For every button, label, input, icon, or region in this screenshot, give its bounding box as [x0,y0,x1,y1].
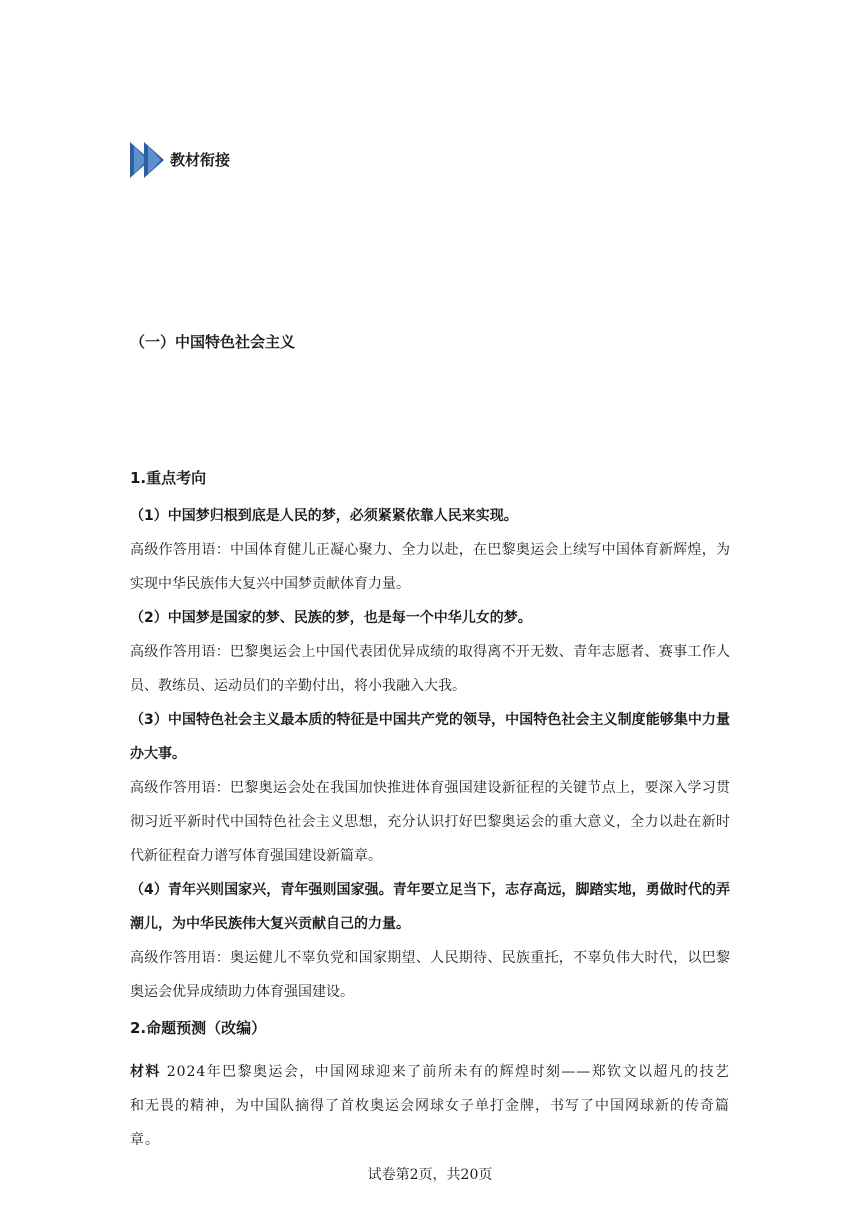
part1-heading: 1.重点考向 [130,469,207,487]
section-header [130,142,230,178]
part2-heading: 2.命题预测（改编） [130,1019,267,1037]
section-title: （一）中国特色社会主义 [130,333,296,351]
answer-4: 高级作答用语：奥运健儿不辜负党和国家期望、人民期待、民族重托，不辜负伟大时代，以巴黎奥运会优异成绩助力体育强国建设。 [130,950,730,1000]
key-point-3: （3）中国特色社会主义最本质的特征是中国共产党的领导，中国特色社会主义制度能够集中力量办大事。 [130,712,730,762]
page-footer: 试卷第2页，共20页 [367,1167,493,1183]
double-arrow-icon [130,142,168,178]
answer-1: 高级作答用语：中国体育健儿正凝心聚力、全力以赴，在巴黎奥运会上续写中国体育新辉煌，为实现中华民族伟大复兴中国梦贡献体育力量。 [130,542,730,592]
key-point-2: （2）中国梦是国家的梦、民族的梦，也是每一个中华儿女的梦。 [130,610,532,626]
key-point-4: （4）青年兴则国家兴，青年强则国家强。青年要立足当下，志存高远，脚踏实地，勇做时代的弄潮儿，为中华民族伟大复兴贡献自己的力量。 [130,882,730,932]
answer-3: 高级作答用语：巴黎奥运会处在我国加快推进体育强国建设新征程的关键节点上，要深入学习贯彻习近平新时代中国特色社会主义思想，充分认识打好巴黎奥运会的重大意义，全力以赴在新时代新征程奋力谱写体育强国建设新篇章。 [130,780,730,864]
material-label: 材料 [130,1064,161,1080]
header-title: 教材衔接 [170,151,231,169]
material-paragraph [130,1055,730,1157]
key-point-1: （1）中国梦归根到底是人民的梦，必须紧紧依靠人民来实现。 [130,508,518,524]
material-text: 2024年巴黎奥运会，中国网球迎来了前所未有的辉煌时刻——郑钦文以超凡的技艺和无畏的精神，为中国队摘得了首枚奥运会网球女子单打金牌，书写了中国网球新的传奇篇章。 [130,1064,731,1148]
answer-2: 高级作答用语：巴黎奥运会上中国代表团优异成绩的取得离不开无数、青年志愿者、赛事工作人员、教练员、运动员们的辛勤付出，将小我融入大我。 [130,644,730,694]
